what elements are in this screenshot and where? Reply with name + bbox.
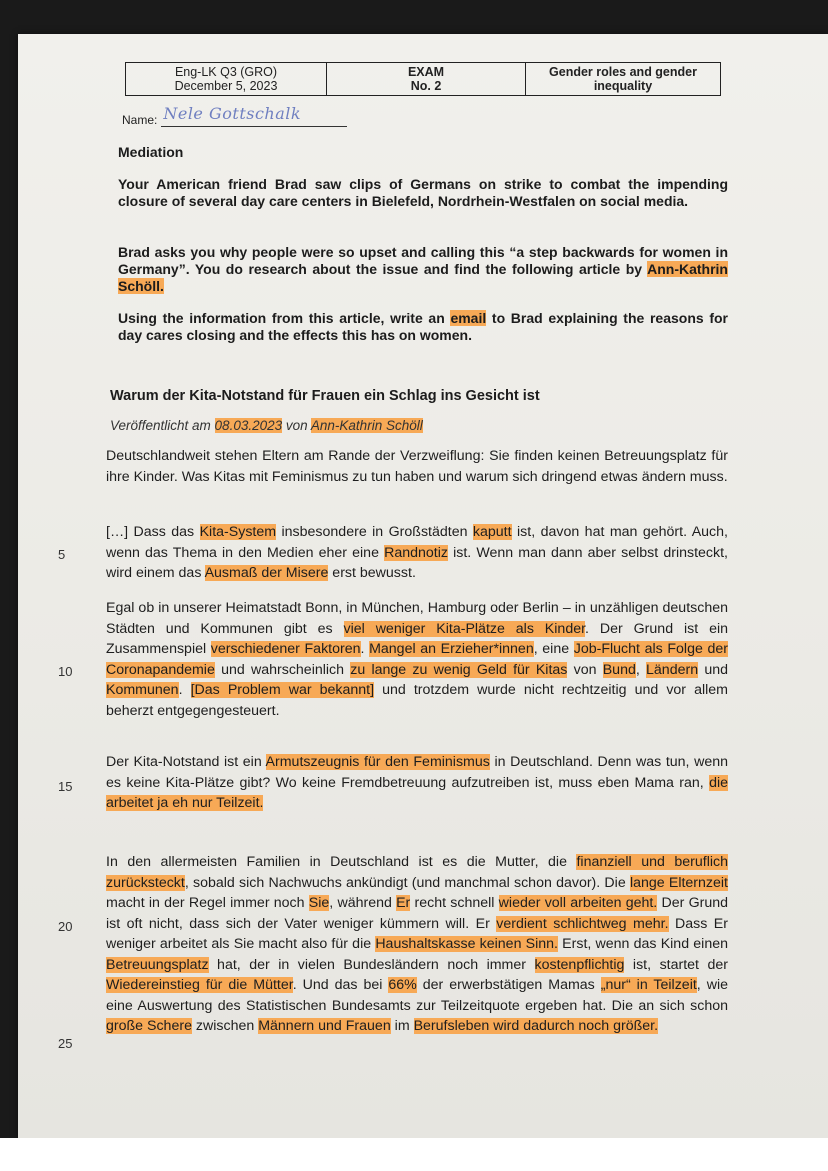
body-text: und <box>698 661 729 678</box>
body-text: , wie eine Auswertung des Statistischen Bundesamts zur Teilzeitquote ergeben hat. Die an sich schon <box>106 977 728 1014</box>
highlighted-text: Er <box>396 895 411 911</box>
line-number: 25 <box>58 1036 73 1051</box>
body-text: Der Kita-Notstand ist ein <box>106 754 266 770</box>
highlighted-text: Mangel an Erzieher*innen <box>369 641 534 657</box>
body-text: Erst, wenn das Kind einen <box>557 936 728 952</box>
highlighted-text: kaputt <box>472 524 512 540</box>
handwritten-name: Nele Gottschalk <box>163 104 302 123</box>
highlighted-text: Ausmaß der Misere <box>204 565 329 581</box>
body-text: . Der Grund ist ein Zusammenspiel <box>106 620 728 657</box>
exam-label: EXAM <box>407 65 445 79</box>
body-text: erst bewusst. <box>328 565 416 581</box>
byline-mid: von <box>282 418 311 433</box>
article-paragraph <box>106 752 728 814</box>
exam-sheet <box>18 34 828 1138</box>
body-text: hat, der in vielen Bundesländern noch immer <box>208 956 535 973</box>
byline-author: Ann-Kathrin Schöll <box>310 418 423 433</box>
byline-prefix: Veröffentlicht am <box>110 418 215 433</box>
highlighted-text: Haushaltskasse keinen Sinn. <box>375 936 558 952</box>
task3-text-a: Using the information from this article, write an <box>118 310 451 326</box>
article-title: Warum der Kita-Notstand für Frauen ein Schlag ins Gesicht ist <box>110 388 540 404</box>
body-text: . <box>178 682 191 698</box>
highlighted-text: Bund <box>602 661 636 678</box>
highlighted-text: Betreuungsplatz <box>106 956 209 973</box>
author-highlight: Ann-Kathrin Schöll. <box>118 261 728 294</box>
name-row <box>122 104 347 127</box>
highlighted-text: viel weniger Kita-Plätze als Kinder <box>343 620 586 637</box>
highlighted-text: kostenpflichtig <box>534 956 625 973</box>
body-text: . <box>360 641 370 657</box>
highlighted-text: Kommunen <box>106 682 179 698</box>
body-text: Egal ob in unserer Heimatstadt Bonn, in München, Hamburg oder Berlin – in unzähligen deutschen Städten und Kommunen gibt es <box>106 600 728 637</box>
highlighted-text: finanziell und beruflich zurücksteckt <box>106 854 728 891</box>
line-number: 20 <box>58 919 73 934</box>
body-text: ist. Wenn man dann aber selbst drinsteckt, wird einem das <box>106 544 728 581</box>
highlighted-text: Sie <box>308 895 330 911</box>
name-field[interactable] <box>161 104 347 127</box>
body-text: und wahrscheinlich <box>214 661 351 678</box>
line-number: 5 <box>58 547 66 562</box>
body-text: in Deutschland. Denn was tun, wenn es keine Kita-Plätze gibt? Wo keine Fremdbetreuung aufzutreiben ist, muss eben Mama ran, <box>106 754 729 791</box>
article-paragraph <box>106 522 728 584</box>
highlighted-text: Job-Flucht als Folge der Coronapandemie <box>106 641 728 678</box>
highlighted-text: verschiedener Faktoren <box>210 641 361 657</box>
highlighted-text: Randnotiz <box>384 544 448 561</box>
body-text: , eine <box>533 641 574 657</box>
exam-date: December 5, 2023 <box>174 79 278 93</box>
task-paragraph-3 <box>118 310 728 344</box>
highlighted-text: zu lange zu wenig Geld für Kitas <box>350 661 568 678</box>
article-byline <box>110 418 720 433</box>
topic-line-1: Gender roles and gender <box>549 65 697 79</box>
body-text: ist, davon hat man gehört. Auch, wenn das Thema in den Medien eher eine <box>106 524 728 561</box>
course-cell <box>126 63 327 95</box>
task3-text-b: to Brad explaining the reasons for day cares closing and the effects this has on women. <box>118 310 728 343</box>
body-text: zwischen <box>191 1018 259 1034</box>
body-text: macht in der Regel immer noch <box>106 895 309 911</box>
body-text: . Und das bei <box>292 977 389 993</box>
article-paragraph <box>106 852 728 1037</box>
byline-date: 08.03.2023 <box>214 418 283 433</box>
body-text: , während <box>329 895 397 911</box>
highlighted-text: die arbeitet ja eh nur Teilzeit. <box>106 774 728 811</box>
email-highlight: email <box>450 310 487 326</box>
highlighted-text: wieder voll arbeiten geht. <box>498 895 658 911</box>
highlighted-text: Wiedereinstieg für die Mütter <box>106 977 293 993</box>
course-label: Eng-LK Q3 (GRO) <box>174 65 278 79</box>
article-lead: Deutschlandweit stehen Eltern am Rande der Verzweiflung: Sie finden keinen Betreuungsplatz für ihre Kinder. Was Kitas mit Feminismus zu tun haben und warum sich dringend etwas ändern muss. <box>106 448 728 485</box>
highlighted-text: Kita-System <box>199 524 277 540</box>
body-text: und trotzdem wurde nicht rechtzeitig und vor allem beherzt entgegengesteuert. <box>106 682 728 719</box>
mediation-heading: Mediation <box>118 144 184 160</box>
body-text: In den allermeisten Familien in Deutschland ist es die Mutter, die <box>106 854 577 870</box>
body-text: Der Grund ist oft nicht, dass sich der Vater weniger kümmern will. Er <box>106 895 729 932</box>
exam-cell <box>327 63 526 95</box>
task-paragraph-1: Your American friend Brad saw clips of Germans on strike to combat the impending closure of several day care centers in Bielefeld, Nordrhein-Westfalen on social media. <box>118 176 728 209</box>
line-number: 10 <box>58 664 73 679</box>
highlighted-text: Ländern <box>646 661 699 678</box>
body-text: insbesondere in Großstädten <box>276 524 473 540</box>
background-strip <box>0 1138 828 1171</box>
header-table <box>125 62 721 96</box>
topic-cell <box>526 63 720 95</box>
topic-line-2: inequality <box>593 79 653 93</box>
highlighted-text: [Das Problem war bekannt] <box>190 682 375 698</box>
body-text: recht schnell <box>410 895 499 911</box>
body-text: im <box>390 1018 414 1034</box>
exam-number: No. 2 <box>410 79 442 93</box>
body-text: , <box>635 661 647 678</box>
highlighted-text: Männern und Frauen <box>258 1018 391 1034</box>
body-text: der erwerbstätigen Mamas <box>416 977 601 993</box>
article-paragraph <box>106 598 728 721</box>
body-text: ist, startet der <box>624 956 729 973</box>
highlighted-text: Armutszeugnis für den Feminismus <box>265 754 490 770</box>
body-text: […] Dass das <box>106 524 200 540</box>
highlighted-text: verdient schlichtweg mehr. <box>496 915 669 932</box>
highlighted-text: lange Elternzeit <box>629 874 729 891</box>
highlighted-text: „nur“ in Teilzeit <box>600 977 697 993</box>
name-label: Name: <box>122 113 158 127</box>
highlighted-text: Berufsleben wird dadurch noch größer. <box>413 1018 659 1034</box>
body-text: , sobald sich Nachwuchs ankündigt (und manchmal schon davor). Die <box>184 874 630 891</box>
highlighted-text: 66% <box>388 977 417 993</box>
body-text: Dass Er weniger arbeitet als Sie macht also für die <box>106 915 728 952</box>
task-paragraph-2 <box>118 244 728 295</box>
highlighted-text: große Schere <box>106 1018 192 1034</box>
body-text: von <box>567 661 603 678</box>
task2-text: Brad asks you why people were so upset and calling this “a step backwards for women in Germany”. You do research about the issue and find the following article by <box>118 244 728 277</box>
line-number: 15 <box>58 779 73 794</box>
